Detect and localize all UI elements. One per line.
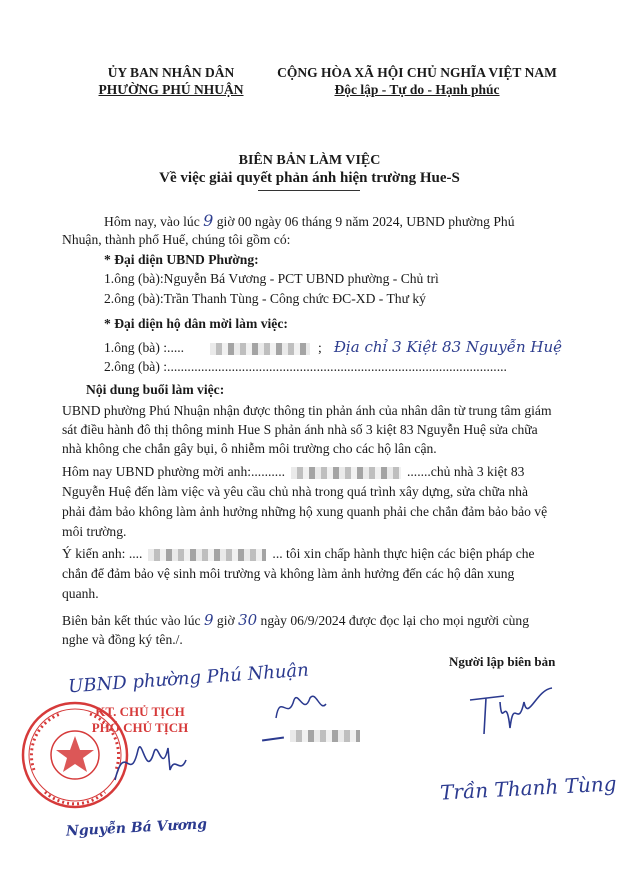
ward-rep-heading: * Đại diện UBND Phường:: [104, 252, 259, 267]
intro-line-1: Hôm nay, vào lúc 9 giờ 00 ngày 06 tháng 9 năm 2024, UBND phường Phú: [104, 211, 515, 230]
ward-name: PHƯỜNG PHÚ NHUẬN: [98, 82, 244, 97]
redacted-name: [210, 343, 310, 355]
content-line: sát điều hành đô thị thông minh Hue S phản ánh nhà số 3 kiệt 83 Nguyễn Huệ sửa chữa: [62, 422, 538, 437]
resident-2: 2.ông (bà) :....................................................................................................: [104, 359, 507, 374]
motto: Độc lập - Tự do - Hạnh phúc: [334, 82, 500, 97]
content-heading: Nội dung buổi làm việc:: [86, 382, 225, 397]
handwritten-address: Địa chỉ 3 Kiệt 83 Nguyễn Huệ: [333, 338, 563, 356]
resident-1: 1.ông (bà) :..... ; Địa chỉ 3 Kiệt 83 Nguyễn Huệ: [104, 338, 563, 356]
resident-signature: [270, 686, 330, 726]
handwritten-minute: 30: [238, 611, 258, 629]
ward-rep-1: 1.ông (bà):Nguyễn Bá Vương - PCT UBND phường - Chủ trì: [104, 271, 439, 286]
country-name: CỘNG HÒA XÃ HỘI CHỦ NGHĨA VIỆT NAM: [277, 65, 557, 80]
content-line: nhà không che chắn gây bụi, ô nhiễm môi trường cho các hộ lân cận.: [62, 441, 437, 456]
agency-name: ỦY BAN NHÂN DÂN: [107, 65, 235, 80]
doc-title: BIÊN BẢN LÀM VIỆC: [238, 153, 381, 168]
recorder-signature: [466, 682, 556, 740]
chair-name: Nguyễn Bá Vương: [65, 816, 208, 840]
recorder-name: Trần Thanh Tùng: [439, 771, 618, 805]
recorder-label: Người lập biên bản: [449, 654, 556, 669]
stamp-title: KT. CHỦ TỊCH PHÓ CHỦ TỊCH: [91, 704, 189, 735]
redacted-name: [291, 467, 401, 479]
closing-line-1: Biên bản kết thúc vào lúc 9 giờ 30 ngày 06/9/2024 được đọc lại cho mọi người cùng: [62, 611, 530, 629]
handwritten-hour: 9: [203, 611, 214, 629]
opinion-line: quanh.: [62, 586, 99, 601]
agency-header: [86, 64, 256, 98]
opinion-line: chắn để đảm bảo vệ sinh môi trường và không làm ảnh hưởng đến các hộ dân xung: [62, 566, 515, 581]
invite-line: Hôm nay UBND phường mời anh:.......... .......chủ nhà 3 kiệt 83: [62, 464, 525, 479]
handwritten-hour: 9: [203, 211, 214, 230]
redacted-name: [148, 549, 266, 561]
opinion-line: Ý kiến anh: .... ... tôi xin chấp hành thực hiện các biện pháp che: [62, 546, 535, 561]
doc-subtitle: Về việc giải quyết phản ánh hiện trường Hue-S: [159, 170, 460, 186]
invite-line: Nguyễn Huệ đến làm việc và yêu cầu chủ nhà trong quá trình xây dựng, sửa chữa nhà: [62, 484, 529, 499]
invite-line: phải đảm bảo không làm ảnh hưởng những hộ xung quanh phải che chắn đảm bảo bảo vệ: [62, 504, 548, 519]
chair-signature: [110, 730, 190, 790]
ward-rep-2: 2.ông (bà):Trần Thanh Tùng - Công chức ĐC-XD - Thư ký: [104, 291, 426, 306]
title-divider: [258, 190, 360, 191]
national-header: [262, 64, 572, 98]
invite-line: môi trường.: [62, 524, 127, 539]
content-line: UBND phường Phú Nhuận nhận được thông tin phản ánh của nhân dân từ trung tâm giám: [62, 403, 552, 418]
handwritten-ward-note: UBND phường Phú Nhuận: [67, 659, 310, 698]
resident-heading: * Đại diện hộ dân mời làm việc:: [104, 316, 288, 331]
resident-signature-mark: [262, 736, 284, 741]
redacted-resident-name: [290, 730, 360, 742]
intro-line-2: Nhuận, thành phố Huế, chúng tôi gồm có:: [62, 232, 291, 247]
closing-line-2: nghe và đồng ký tên./.: [62, 632, 183, 647]
